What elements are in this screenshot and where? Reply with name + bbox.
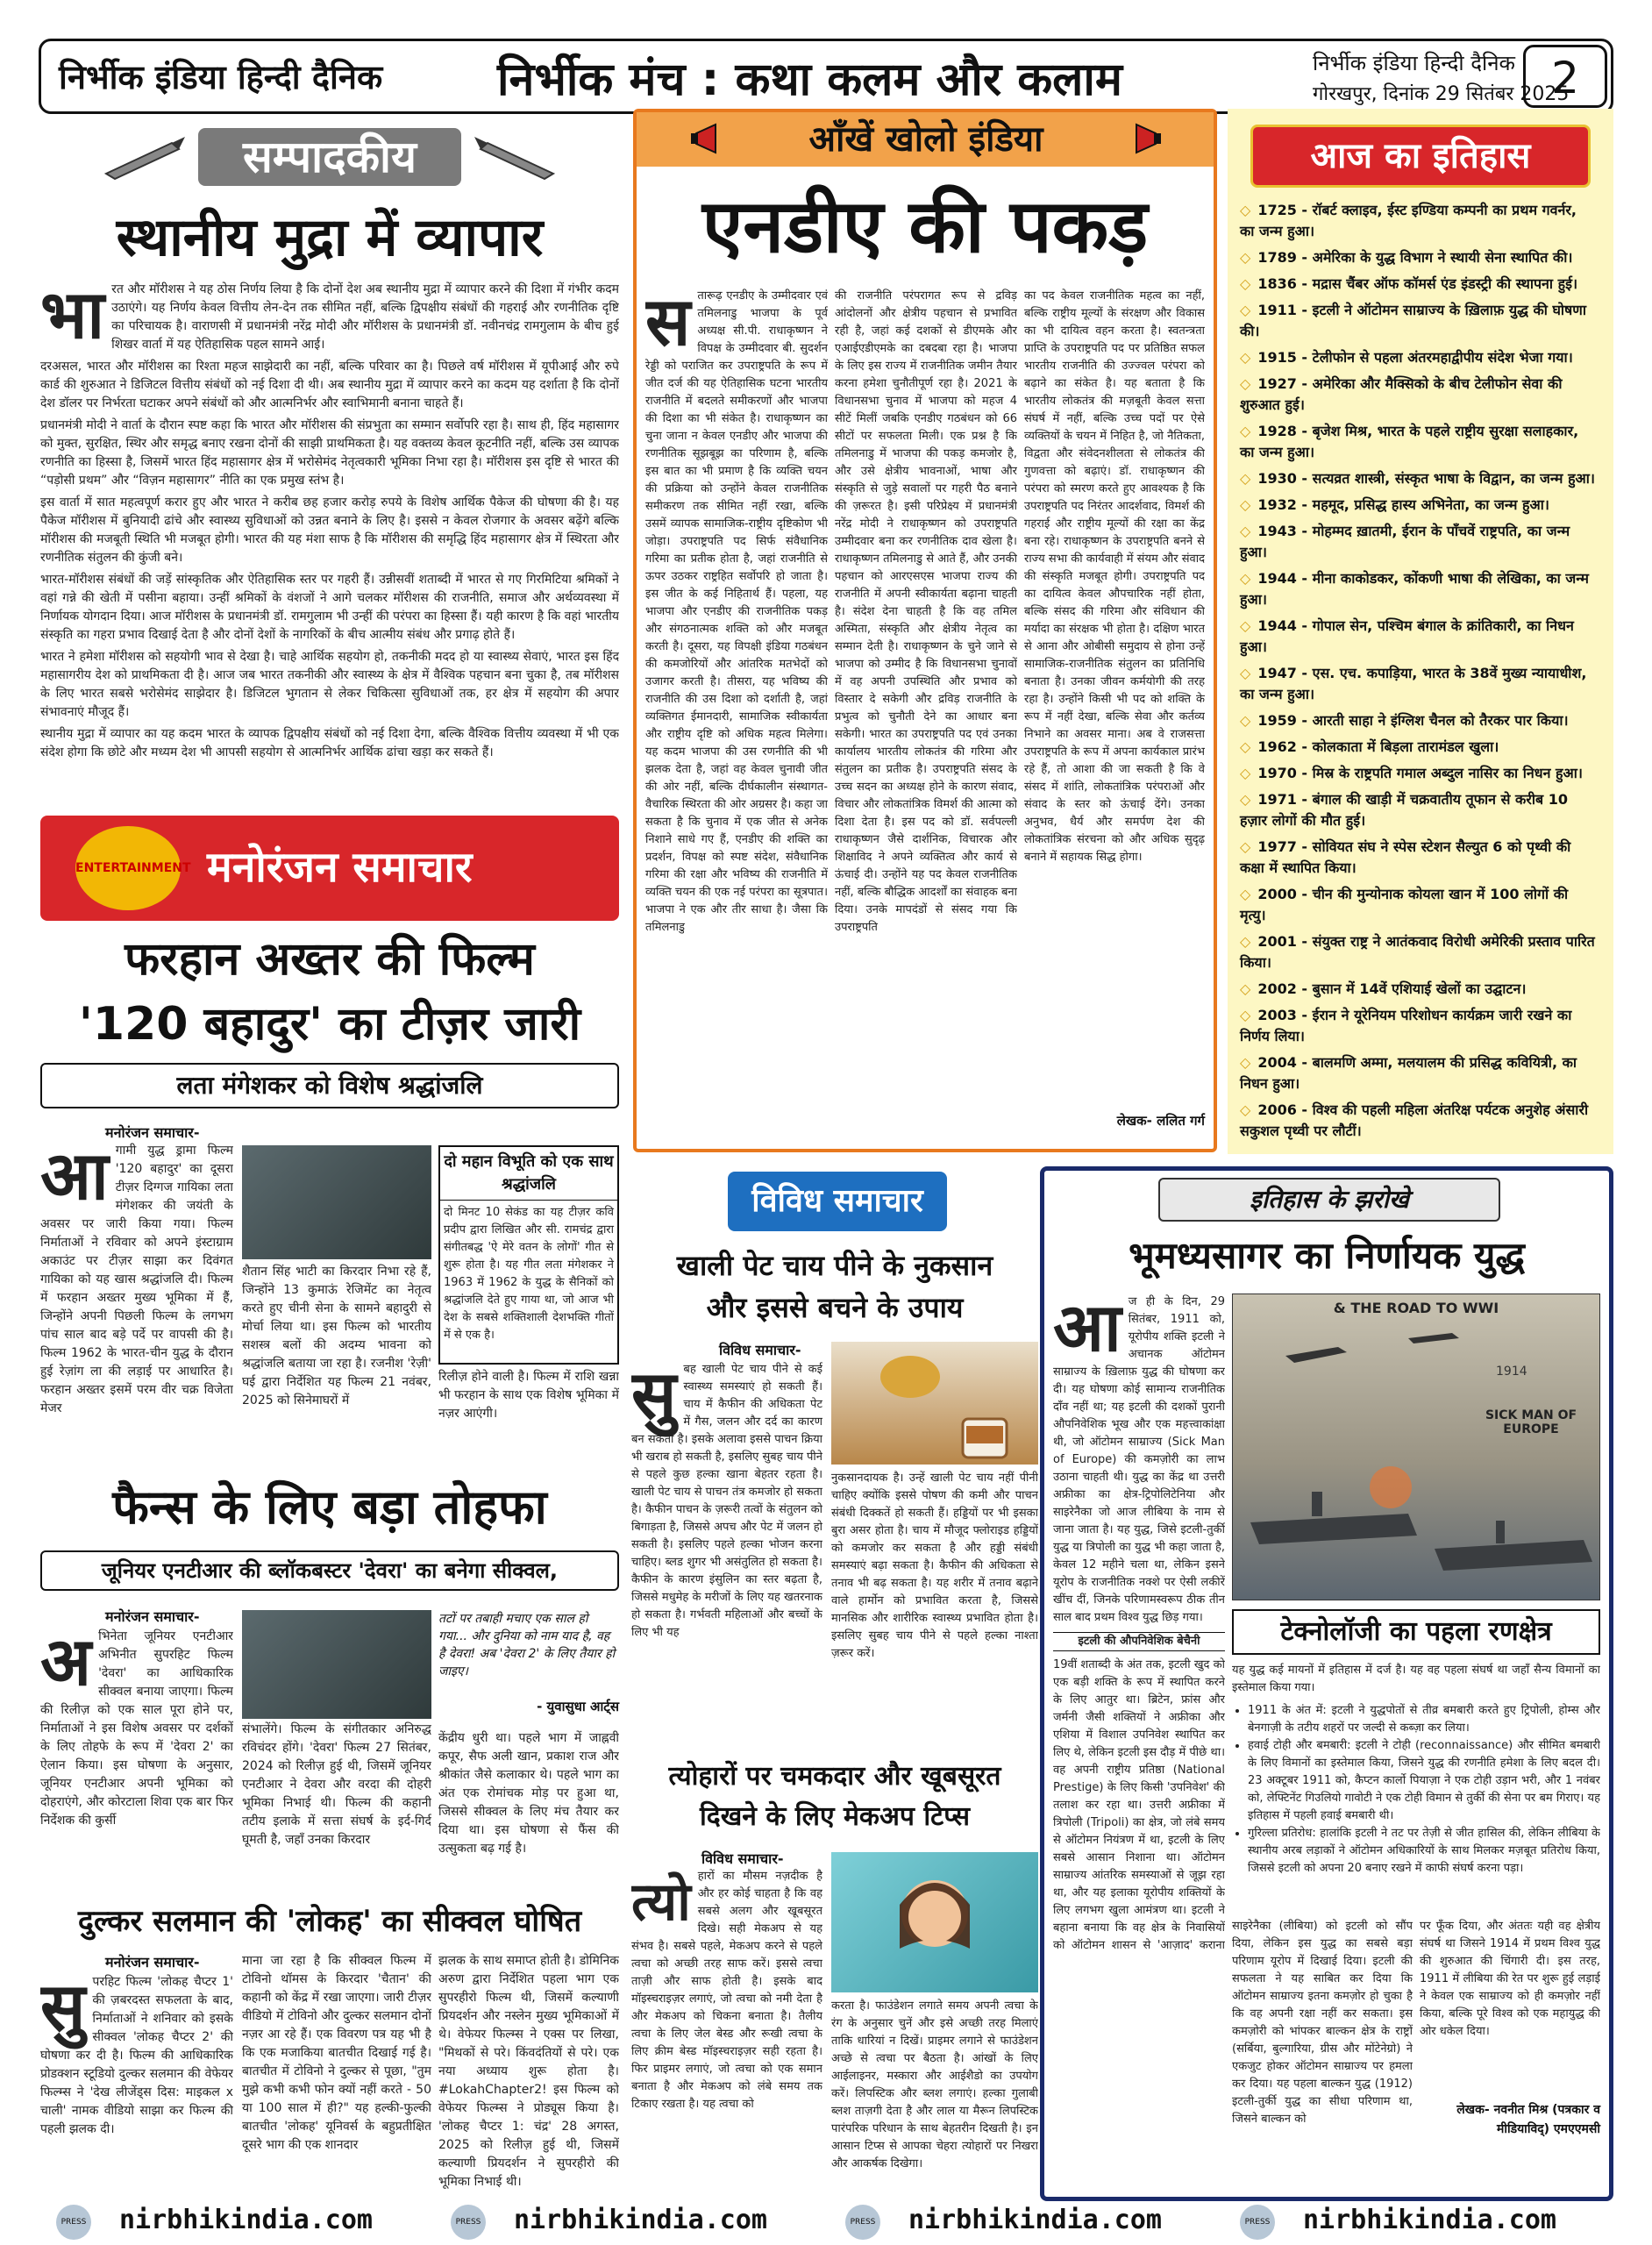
story-text: बह खाली पेट चाय पीने से कई स्वास्थ्य समस्याएं हो सकती हैं। चाय में कैफीन की अधिकता पेट में गैस, जलन और दर्द का कारण बन सकती है। इसके अलावा इससे पाचन क्रिया भी खराब हो सकती है, इसलिए सुबह चाय पीने से पहले कुछ हल्का खाना बेहतर रहता है। खाली पेट चाय से पाचन तंत्र कमजोर हो सकता है। कैफीन पाचन के ज़रूरी तत्वों के संतुलन को बिगाड़ता है, जिससे अपच और पेट में जलन हो सकती है। इसलिए पहले हल्का भोजन करना चाहिए। ब्लड शुगर भी असंतुलित हो सकता है। कैफीन के कारण इंसुलिन का स्तर बढ़ता है, जिससे मधुमेह के मरीजों के लिए यह खतरनाक हो सकता है। गर्भवती महिलाओं और बच्चों के लिए भी यह — [631, 1363, 822, 1639]
itihas-jharokhe-banner — [1158, 1178, 1500, 1222]
story-subhead-box — [40, 1063, 619, 1108]
story-dropcap: स — [645, 288, 691, 360]
story-byline: विविध समाचार- — [719, 1342, 801, 1358]
history-list — [1228, 200, 1596, 1147]
history-item: ◇ 1944 - गोपाल सेन, पश्चिम बंगाल के क्रांतिकारी, का निधन हुआ। — [1240, 617, 1574, 655]
quote-author: - युवासुधा आर्ट्स — [537, 1699, 619, 1714]
masthead — [39, 39, 1613, 114]
tribute-box-tail: रिलीज़ होने वाली है। फिल्म में राशि खन्ना भी फरहान के साथ एक विशेष भूमिका में नज़र आएंगी। — [438, 1370, 619, 1421]
pen-hand-icon — [102, 130, 189, 182]
diamond-icon: ◇ — [1240, 470, 1251, 487]
story-text-continued: करता है। फाउंडेशन लगाते समय अपनी त्वचा के रंग के अनुसार चुनें और इसे अच्छी तरह मिलाएं ताकि धारियां न दिखें। प्राइमर लगाने से फाउंडेशन अच्छे से त्वचा पर बैठता है। आंखों के लिए आईलाइनर, मस्कारा और आईशैडो का उपयोग करें। लिपस्टिक और ब्लश लगाएं। हल्का गुलाबी ब्लश ताज़गी देता है और लाल या मैरून लिपस्टिक पारंपरिक परिधान के साथ बेहतरीन दिखती है। इन आसान टिप्स से आपका चेहरा त्योहारों पर निखरा और आकर्षक दिखेगा। — [831, 1999, 1038, 2170]
aaj-ka-itihas-title: आज का इतिहास — [1310, 136, 1531, 176]
story-text-continued: माना जा रहा है कि सीक्वल फिल्म में टोविनो थॉमस के किरदार 'चैतान' की कहानी को केंद्र में रखा जाएगा। जारी टीज़र वीडियो में टोविनो और दुल्कर सलमान दोनों नज़र आ रहे हैं। एक विवरण पत्र यह भी है कि एक मजाकिया बातचीत दिखाई गई है। बातचीत में टोविनो ने दुल्कर से पूछा, "तुम मुझे कभी कभी फोन क्यों नहीं करते - 50 या 100 साल में ही?" यह हल्की-फुल्की बातचीत 'लोकह' यूनिवर्स के बहुप्रतीक्षित दूसरे भाग की एक शानदार — [242, 1954, 431, 2152]
history-item: ◇ 1915 - टेलीफोन से पहला अंतरमहाद्वीपीय संदेश भेजा गया। — [1240, 349, 1573, 366]
footer-item — [433, 2203, 819, 2241]
history-item: ◇ 1971 - बंगाल की खाड़ी में चक्रवातीय तूफान से करीब 10 हज़ार लोगों की मौत हुई। — [1240, 791, 1568, 829]
press-logo-icon: PRESS — [845, 2205, 880, 2240]
history-item: ◇ 1911 - इटली ने ऑटोमन साम्राज्य के ख़िलाफ़ युद्ध की घोषणा की। — [1240, 302, 1587, 339]
vividh-banner: विविध समाचार — [728, 1172, 947, 1231]
itihas-jharokhe-section — [1040, 1166, 1613, 2201]
ankhen-kholo-section — [633, 109, 1217, 1152]
megaphone-icon — [689, 119, 742, 158]
diamond-icon: ◇ — [1240, 933, 1251, 950]
tech-bullet: • 1911 के अंत में: इटली ने युद्धपोतों से तीव्र बमबारी करते हुए ट्रिपोली, होम्स और बेनगाज़ी के तटीय शहरों पर जल्दी से कब्ज़ा कर लिया। — [1248, 1702, 1600, 1737]
history-item: ◇ 2006 - विश्व की पहली महिला अंतरिक्ष पर्यटक अनुशेह अंसारी सकुशल पृथ्वी पर लौटीं। — [1240, 1101, 1589, 1139]
story-headline: त्योहारों पर चमकदार और खूबसूरत — [668, 1761, 1001, 1792]
diamond-icon: ◇ — [1240, 423, 1251, 439]
story-dropcap: आ — [1053, 1294, 1122, 1366]
diamond-icon: ◇ — [1240, 302, 1251, 318]
story-body — [40, 1142, 233, 1466]
editorial-body — [40, 281, 619, 807]
quote-box — [438, 1610, 619, 1724]
tech-intro: यह युद्ध कई मायनों में इतिहास में दर्ज है। यह वह पहला संघर्ष था जहाँ सैन्य विमानों का इस्तेमाल किया गया। — [1232, 1664, 1600, 1694]
history-item: ◇ 2003 - ईरान ने यूरेनियम परिशोधन कार्यक्रम जारी रखने का निर्णय लिया। — [1240, 1007, 1572, 1044]
footer-website-link[interactable]: nirbhikindia.com — [908, 2205, 1162, 2235]
story-text-continued: झलक के साथ समाप्त होती है। डोमिनिक अरुण द्वारा निर्देशित पहला भाग एक सुपरहीरो फिल्म थी, जिसमें कल्याणी प्रियदर्शन और नस्लेन मुख्य भूमिकाओं में थे। वेफेयर फिल्म्स ने एक्स पर लिखा, "मिथकों से परे। किंवदंतियों से परे। एक नया अध्याय शुरू होता है। #LokahChapter2! इस फिल्म को वेफेयर फिल्म्स ने प्रोड्यूस किया है। 'लोकह चैप्टर 1: चंद्र' 28 अगस्त, 2025 को रिलीज़ हुई थी, जिसमें कल्याणी प्रियदर्शन ने सुपरहीरो की भूमिका निभाई थी। — [438, 1954, 619, 2189]
tech-bullets — [1232, 1702, 1600, 1913]
jharokhe-subsection: इटली की औपनिवेशिक बेचैनी — [1053, 1632, 1225, 1651]
story-headline: खाली पेट चाय पीने के नुकसान — [676, 1249, 993, 1282]
story-headline: फैन्स के लिए बड़ा तोहफा — [112, 1479, 547, 1535]
teapot-icon — [831, 1342, 1038, 1465]
editorial-banner — [102, 123, 558, 193]
story-text: ज ही के दिन, 29 सितंबर, 1911 को, यूरोपीय शक्ति इटली ने अचानक ऑटोमन साम्राज्य के ख़िलाफ़ युद्ध की घोषणा कर दी। यह घोषणा कोई सामान्य राजनीतिक दाँव नहीं था; यह इटली की दशकों पुरानी औपनिवेशिक भूख और एक महत्त्वाकांक्षा थी, जो ऑटोमन साम्राज्य (Sick Man of Europe) की कमज़ोरी का लाभ उठाना चाहती थी। युद्ध का केंद्र था उत्तरी अफ्रीका का क्षेत्र-ट्रिपोलिटेनिया और साइरेनैका जो आज लीबिया के नाम से जाना जाता है। यह युद्ध, जिसे इटली-तुर्की युद्ध या त्रिपोली का युद्ध भी कहा जाता है, केवल 12 महीने चला था, लेकिन इसने यूरोप के राजनीतिक नक्शे पर ऐसी लकीरें खींच दीं, जिनके परिणामस्वरूप ठीक तीन साल बाद प्रथम विश्व युद्ध छिड़ गया। — [1053, 1295, 1225, 1624]
editorial-section-title: सम्पादकीय — [198, 128, 461, 186]
editorial-paragraph: भारत-मॉरीशस संबंधों की जड़ें सांस्कृतिक और ऐतिहासिक स्तर पर गहरी हैं। उन्नीसवीं शताब्दी में भारत से गए गिरमिटिया श्रमिकों ने वहां गन्ने की खेती में पसीना बहाया। उन्हीं श्रमिकों के वंशजों ने आगे चलकर मॉरीशस की राजनीति, समाज और अर्थव्यवस्था में निर्णायक योगदान दिया। आज मॉरीशस के प्रधानमंत्री डॉ. रामगुलाम भी उन्हीं की परंपरा का हिस्सा हैं। यही कारण है कि वहां भारतीय संस्कृति का गहरा प्रभाव दिखाई देता है और दोनों देशों के नागरिकों के बीच आत्मीय संबंध और प्रगाढ़ होते हैं। — [40, 573, 619, 642]
diamond-icon: ◇ — [1240, 1007, 1251, 1023]
footer — [39, 2203, 1613, 2241]
pen-hand-icon-right — [470, 130, 558, 182]
story-dropcap: आ — [40, 1142, 109, 1215]
battleship-illustration — [1232, 1294, 1600, 1600]
story-text: हारों का मौसम नज़दीक है और हर कोई चाहता है कि वह सबसे अलग और खूबसूरत दिखे। सही मेकअप से यह संभव है। सबसे पहले, मेकअप करने से पहले त्वचा को अच्छी तरह साफ करें। इससे त्वचा ताज़ी और साफ होती है। इसके बाद मॉइस्चराइज़र लगाएं, जो त्वचा को नमी देता है और मेकअप को चिकना बनाता है। तैलीय त्वचा के लिए जेल बेस्ड और रूखी त्वचा के लिए क्रीम बेस्ड मॉइस्चराइज़र सही रहता है। फिर प्राइमर लगाएं, जो त्वचा को एक समान बनाता है और मेकअप को लंबे समय तक टिकाए रखता है। यह त्वचा को — [631, 1870, 822, 2111]
footer-item — [828, 2203, 1214, 2241]
history-item: ◇ 2002 - बुसान में 14वें एशियाई खेलों का उद्घाटन। — [1240, 980, 1527, 997]
history-item: ◇ 2001 - संयुक्त राष्ट्र ने आतंकवाद विरोधी अमेरिकी प्रस्ताव पारित किया। — [1240, 933, 1595, 971]
history-item: ◇ 1725 - रॉबर्ट क्लाइव, ईस्ट इण्डिया कम्पनी का प्रथम गवर्नर, का जन्म हुआ। — [1240, 202, 1577, 239]
history-item: ◇ 1930 - सत्यव्रत शास्त्री, संस्कृत भाषा के विद्वान, का जन्म हुआ। — [1240, 470, 1595, 487]
diamond-icon: ◇ — [1240, 375, 1251, 392]
ankhen-kholo-col3: का पद केवल राजनीतिक महत्व का नहीं, बल्कि राष्ट्रीय मूल्यों के संरक्षण और विकास का भी दायित्व वहन करता है। स्वतन्त्रता प्राप्ति के उपराष्ट्रपति पद पर प्रतिष्ठित सफल भारतीय राजनीति की उज्ज्वल परंपरा को बढ़ाने का संकेत है। यह बताता है कि भारतीय लोकतंत्र की मज़बूती केवल सत्ता संघर्ष में नहीं, बल्कि उच्च पदों पर ऐसे व्यक्तियों के चयन में निहित है, जो नैतिकता, विद्वता और संवेदनशीलता से लोकतंत्र की गुणवत्ता को बढ़ाएं। डॉ. राधाकृष्णन की परंपरा को स्मरण करते हुए आवश्यक है कि उपराष्ट्रपति पद निरंतर आदर्शवाद, विमर्श की गहराई और राष्ट्रीय मूल्यों की रक्षा का केंद्र बना रहे। राधाकृष्णन के उपराष्ट्रपति बनने से राज्य सभा की कार्यवाही में संयम और संवाद की संस्कृति मजबूत होगी। उपराष्ट्रपति पद का दायित्व केवल औपचारिक नहीं होता, बल्कि संसद की गरिमा और संविधान की मर्यादा का संरक्षक भी होता है। दक्षिण भारत से आना और ओबीसी समुदाय से होना उन्हें सामाजिक-राजनीतिक संतुलन का प्रतिनिधि बनाता है। उनका जीवन कर्मयोगी की तरह रहा है। उन्होंने किसी भी पद को शक्ति के रूप में नहीं देखा, बल्कि सेवा और कर्तव्य निभाने का अवसर माना। अब वे राजसत्ता उपराष्ट्रपति के रूप में अपना कार्यकाल प्रारंभ रहे हैं, तो आशा की जा सकती है कि वे संसद में शांति, लोकतांत्रिक परंपराओं और संवाद के स्तर को ऊंचाई देंगे। उनका अनुभव, धैर्य और समर्पण देश की लोकतांत्रिक संरचना को और अधिक सुदृढ़ बनाने में सहायक सिद्ध होगा। — [1024, 289, 1205, 864]
diamond-icon: ◇ — [1240, 886, 1251, 902]
history-item: ◇ 1836 - मद्रास चैंबर ऑफ कॉमर्स एंड इंडस्ट्री की स्थापना हुई। — [1240, 275, 1578, 292]
story-byline: विविध समाचार- — [701, 1850, 784, 1867]
itihas-jharokhe-title: इतिहास के झरोखे — [1250, 1185, 1409, 1214]
history-item: ◇ 2004 - बालमणि अम्मा, मलयालम की प्रसिद्ध कवियित्री, का निधन हुआ। — [1240, 1054, 1577, 1092]
press-logo-icon: PRESS — [1240, 2205, 1275, 2240]
masthead-left-title: निर्भीक इंडिया हिन्दी दैनिक — [59, 58, 383, 96]
history-item: ◇ 1932 - महमूद, प्रसिद्ध हास्य अभिनेता, का जन्म हुआ। — [1240, 496, 1549, 513]
history-item: ◇ 2000 - चीन की मुन्योनाक कोयला खान में 100 लोगों की मृत्यु। — [1240, 886, 1569, 923]
history-item: ◇ 1959 - आरती साहा ने इंग्लिश चैनल को तैरकर पार किया। — [1240, 712, 1569, 729]
history-item: ◇ 1943 - मोहम्मद ख़ातमी, ईरान के पाँचवें राष्ट्रपति, का जन्म हुआ। — [1240, 523, 1570, 560]
story-dropcap: त्यो — [631, 1871, 691, 1933]
illustration-label: SICK MAN OF EUROPE — [1485, 1408, 1577, 1436]
editorial-paragraph: दरअसल, भारत और मॉरीशस का रिश्ता महज साझेदारी का नहीं, बल्कि परिवार का है। पिछले वर्ष मॉरीशस में यूपीआई और रुपे कार्ड की शुरुआत ने डिजिटल वित्तीय संबंधों को नई दिशा दी थी। अब स्थानीय मुद्रा में व्यापार करने का कदम यह दर्शाता है कि दोनों देश डॉलर पर निर्भरता घटाकर अपने संबंधों को और आत्मनिर्भर और स्वाभिमानी बनाना चाहते हैं। — [40, 360, 619, 410]
editorial-paragraph: रत और मॉरीशस ने यह ठोस निर्णय लिया है कि दोनों देश अब स्थानीय मुद्रा में व्यापार करने की दिशा में गंभीर कदम उठाएंगे। यह निर्णय केवल वित्तीय लेन-देन तक सीमित नहीं, बल्कि द्विपक्षीय संबंधों की गहराई और रणनीतिक दृष्टि का परिचायक है। वाराणसी में प्रधानमंत्री नरेंद्र मोदी और मॉरीशस के प्रधानमंत्री डॉ. नवीनचंद्र रामगुलाम के बीच हुई शिखर वार्ता में यह ऐतिहासिक पहल सामने आई। — [111, 282, 619, 352]
story-headline: दुल्कर सलमान की 'लोकह' का सीक्वल घोषित — [77, 1904, 582, 1939]
story-byline: मनोरंजन समाचार- — [105, 1954, 200, 1971]
press-logo-icon: PRESS — [56, 2205, 91, 2240]
warships-icon — [1233, 1294, 1601, 1601]
story-dropcap: सु — [631, 1361, 677, 1434]
footer-website-link[interactable]: nirbhikindia.com — [1303, 2205, 1556, 2235]
editorial-dropcap: भा — [40, 281, 105, 353]
diamond-icon: ◇ — [1240, 349, 1251, 366]
history-item: ◇ 1947 - एस. एच. कपाड़िया, भारत के 38वें मुख्य न्यायाधीश, का जन्म हुआ। — [1240, 665, 1587, 702]
devara-photo — [242, 1610, 431, 1719]
tribute-box-title: दो महान विभूति को एक साथ श्रद्धांजलि — [440, 1147, 617, 1201]
diamond-icon: ◇ — [1240, 838, 1251, 855]
tech-bullet: • हवाई टोही और बमबारी: इटली ने टोही (reconnaissance) और सीमित बमबारी के लिए विमानों का इस्तेमाल किया, जिसने युद्ध की रणनीति हमेशा के लिए बदल दी। 23 अक्टूबर 1911 को, कैप्टन कार्लो पियाज़ा ने एक टोही उड़ान भरी, और 1 नवंबर को, लेफ्टिनेंट गिउलियो गावोटी ने एक टोही विमान से तुर्की की सेना पर बम गिराए। यह इतिहास में पहली हवाई बमबारी थी। — [1248, 1737, 1600, 1825]
footer-website-link[interactable]: nirbhikindia.com — [514, 2205, 767, 2235]
story-subhead: लता मंगेशकर को विशेष श्रद्धांजलि — [176, 1071, 483, 1100]
ankhen-kholo-author: लेखक- ललित गर्ग — [1116, 1113, 1205, 1129]
jharokhe-author: लेखक- नवनीत मिश्र (पत्रकार व मीडियाविद्) एमएएमसी — [1456, 2103, 1600, 2136]
footer-item — [1222, 2203, 1608, 2241]
history-item: ◇ 1928 - बृजेश मिश्र, भारत के पहले राष्ट्रीय सुरक्षा सलाहकार, का जन्म हुआ। — [1240, 423, 1579, 460]
jharokhe-body — [1053, 1294, 1225, 1951]
diamond-icon: ◇ — [1240, 249, 1251, 266]
story-text-continued: नुकसानदायक है। उन्हें खाली पेट चाय नहीं पीनी चाहिए क्योंकि इससे पोषण की कमी और पाचन संबंधी दिक्कतें हो सकती हैं। हड्डियों पर भी इसका बुरा असर होता है। चाय में मौजूद फ्लोराइड हड्डियों को कमजोर कर सकता है और हड्डी संबंधी समस्याएं बढ़ा सकता है। कैफीन की अधिकता से तनाव भी बढ़ सकता है। यह शरीर में तनाव बढ़ाने वाले हार्मोन को प्रभावित करता है, जिससे मानसिक और शारीरिक स्वास्थ्य प्रभावित होता है। इसलिए सुबह चाय पीने से पहले हल्का नाश्ता ज़रूर करें। — [831, 1472, 1038, 1660]
jharokhe-bottom-col1 — [1232, 1918, 1413, 2181]
jharokhe-bottom-col2: पर फूँक दिया, और अंततः यही वह क्षेत्रीय संघर्ष था जिसने 1914 में प्रथम विश्व युद्ध की शुरुआत की चिंगारी दी। इस तरह, 1911 में लीबिया की रेत पर शुरू हुई लड़ाई ने केवल एक साम्राज्य को ही कमज़ोर नहीं किया, बल्कि पूरे विश्व को एक महायुद्ध की ओर धकेल दिया। — [1420, 1920, 1600, 2038]
story-byline: मनोरंजन समाचार- — [105, 1608, 200, 1625]
story-headline: और इससे बचने के उपाय — [706, 1291, 964, 1324]
tribute-box-text: दो मिनट 10 सेकंड का यह टीज़र कवि प्रदीप द्वारा लिखित और सी. रामचंद्र द्वारा संगीतबद्ध 'ऐ मेरे वतन के लोगों' गीत से शुरू होता है। यह गीत लता मंगेशकर ने 1963 में 1962 के युद्ध के सैनिकों को श्रद्धांजलि देते हुए गाया था, जो आज भी देश के सबसे शक्तिशाली देशभक्ति गीतों में से एक है। — [444, 1206, 614, 1342]
history-item: ◇ 1789 - अमेरिका के युद्ध विभाग ने स्थायी सेना स्थापित की। — [1240, 249, 1573, 266]
ankhen-kholo-title: आँखें खोलो इंडिया — [808, 119, 1043, 160]
aaj-ka-itihas-section — [1228, 109, 1613, 1154]
masthead-date: गोरखपुर, दिनांक 29 सितंबर 2025 — [1313, 83, 1570, 105]
editorial-paragraph: इस वार्ता में सात महत्वपूर्ण करार हुए और भारत ने करीब छह हजार करोड़ रुपये के विशेष आर्थिक पैकेज की घोषणा की है। यह पैकेज मॉरीशस में बुनियादी ढांचे और स्वास्थ्य सुविधाओं को उन्नत बनाने के लिए है। इससे न केवल रोजगार के अवसर बढ़ेंगे बल्कि मॉरीशस की मजबूती स्थिति भी मजबूत होगी। भारत की यह मंशा साफ है कि मॉरीशस की समृद्धि हिंद महासागर क्षेत्र में स्थिरता और रणनीतिक संतुलन की कुंजी बने। — [40, 495, 619, 565]
diamond-icon: ◇ — [1240, 496, 1251, 513]
masthead-center-title: निर्भीक मंच : कथा कलम और कलाम — [497, 53, 1122, 106]
editorial-paragraph: प्रधानमंत्री मोदी ने वार्ता के दौरान स्पष्ट कहा कि भारत और मॉरीशस की संप्रभुता का सम्मान सर्वोपरि रहा है। साथ ही, हिंद महासागर को मुक्त, सुरक्षित, स्थिर और समृद्ध बनाए रखना दोनों की साझी प्राथमिकता है। यह वक्तव्य केवल कूटनीति नहीं, बल्कि उस व्यापक रणनीति का हिस्सा है, जिसमें भारत हिंद महासागर क्षेत्र में भरोसेमंद नेतृत्वकारी भूमिका निभा रहा है। मॉरीशस इस दृष्टि से भारत की “पड़ोसी प्रथम” और “विज़न महासागर” नीति का एक प्रमुख स्तंभ है। — [40, 418, 619, 488]
story-subhead: जूनियर एनटीआर की ब्लॉकबस्टर 'देवरा' का बनेगा सीक्वल, — [101, 1558, 559, 1583]
page-number: 2 — [1523, 45, 1607, 108]
aaj-ka-itihas-banner — [1250, 125, 1591, 188]
story-headline: फरहान अख्तर की फिल्म — [125, 933, 535, 986]
story-text: भिनेता जूनियर एनटीआर अभिनीत सुपरहिट फिल्म 'देवरा' का आधिकारिक सीक्वल बनाया जाएगा। फिल्म की रिलीज़ को एक साल पूरा होने पर, निर्माताओं ने इस विशेष अवसर पर दर्शकों के लिए तोहफे के रूप में 'देवरा 2' का ऐलान किया। इस घोषणा के अनुसार, जूनियर एनटीआर अपनी भूमिका को दोहराएंगे, और कोरटाला शिवा एक बार फिर निर्देशक की कुर्सी — [40, 1629, 233, 1828]
story-text: यह पहला बाल्कन युद्ध (1912) इटली-तुर्की युद्ध का सीधा परिणाम था, जिसने बाल्कन को — [1232, 2078, 1413, 2126]
tech-headline-box — [1232, 1609, 1600, 1655]
tech-bullet: • गुरिल्ला प्रतिरोध: हालांकि इटली ने तट पर तेज़ी से जीत हासिल की, लेकिन लीबिया के स्थानीय अरब लड़ाकों ने ऑटोमन अधिकारियों के साथ मिलकर मज़बूत प्रतिरोध किया, जिससे इटली को अपना 20 बनाए रखने में काफी संघर्ष करना पड़ा। — [1248, 1825, 1600, 1878]
footer-website-link[interactable]: nirbhikindia.com — [119, 2205, 373, 2235]
story-byline: मनोरंजन समाचार- — [105, 1124, 200, 1141]
quote-text: तटों पर तबाही मचाए एक साल हो गया... और दुनिया को नाम याद है, वह है देवरा! अब 'देवरा 2' के लिए तैयार हो जाइए। — [438, 1612, 616, 1678]
entertainment-badge-icon: ENTERTAINMENT — [75, 826, 181, 910]
diamond-icon: ◇ — [1240, 1054, 1251, 1071]
story-body — [631, 1361, 822, 1747]
editorial-paragraph: स्थानीय मुद्रा में व्यापार का यह कदम भारत के व्यापक द्विपक्षीय संबंधों को नई दिशा देगा, बल्कि वैश्विक वित्तीय व्यवस्था में भी एक संदेश होगा कि छोटे और मध्यम देश भी आपसी सहयोग से आत्मनिर्भर आर्थिक ढांचा खड़ा कर सकते हैं। — [40, 727, 619, 759]
ankhen-kholo-headline: एनडीए की पकड़ — [701, 183, 1149, 269]
diamond-icon: ◇ — [1240, 791, 1251, 808]
ankhen-kholo-col2: की राजनीति परंपरागत रूप से द्रविड़ आंदोलनों और क्षेत्रीय पहचान से प्रभावित रही है, जहां कई दशकों से डीएमके और एआईएडीएमके का दबदबा रहा है। भाजपा के लिए इस राज्य में राजनीतिक जमीन तैयार करना हमेशा चुनौतीपूर्ण रहा है। 2021 के विधानसभा चुनाव में भाजपा को महज 4 सीटें मिलीं जबकि एनडीए गठबंधन को 66 सीटों पर सफलता मिली। एक प्रश्न है कि तमिलनाडु में भाजपा की पकड़ कमजोर है, और उसे क्षेत्रीय भावनाओं, भाषा और संस्कृति से जुड़े सवालों पर गहरी पैठ बनाने की ज़रूरत है। इसी परिप्रेक्ष्य में प्रधानमंत्री नरेंद्र मोदी ने राधाकृष्णन को उपराष्ट्रपति उम्मीदवार बना कर रणनीतिक दाव खेला है। राधाकृष्णन तमिलनाडु से आते हैं, और उनकी पहचान को आरएसएस भाजपा राज्य की राजनीति में अपनी स्वीकार्यता बढ़ाना चाहती है। संदेश देना चाहती है कि वह तमिल अस्मिता, संस्कृति और क्षेत्रीय नेतृत्व का सम्मान देती है। राधाकृष्णन के चुने जाने से भाजपा को उम्मीद है कि विधानसभा चुनावों में वह अपनी उपस्थिति और प्रभाव को विस्तार दे सकेगी और द्रविड़ राजनीति के प्रभुत्व को चुनौती देने का आधार बना सकेगी। भारत का उपराष्ट्रपति पद एवं उनका कार्यालय भारतीय लोकतंत्र की गरिमा और संतुलन का प्रतीक है। उपराष्ट्रपति संसद के उच्च सदन का अध्यक्ष होने के कारण संवाद, विचार और लोकतांत्रिक विमर्श की आत्मा को दिशा देता है। इस पद को डॉ. सर्वपल्ली राधाकृष्णन जैसे दार्शनिक, विचारक और शिक्षाविद ने अपने व्यक्तित्व और कार्य से ऊंचाई दी। उन्होंने यह पद केवल राजनीतिक नहीं, बल्कि बौद्धिक आदर्शों का संवाहक बना दिया। उनके मापदंडों से संसद गया कि उपराष्ट्रपति — [835, 289, 1017, 934]
megaphone-icon-right — [1110, 119, 1163, 158]
editorial-headline: स्थानीय मुद्रा में व्यापार — [116, 207, 544, 268]
story-text: साइरेनैका (लीबिया) को इटली को सौंप दिया, लेकिन इस युद्ध का सबसे बड़ा परिणाम यूरोप में दिखाई दिया। इटली की सफलता ने यह साबित कर दिया कि ऑटोमन साम्राज्य इतना कमज़ोर हो चुका है कि वह अपनी रक्षा नहीं कर सकता। इस कमज़ोरी को भांपकर बाल्कन क्षेत्र के राष्ट्रों (सर्बिया, बुल्गारिया, ग्रीस और मोंटेनेग्रो) ने एकजुट होकर ऑटोमन साम्राज्य पर हमला कर दिया। — [1232, 1920, 1413, 2091]
tech-headline: टेक्नोलॉजी का पहला रणक्षेत्र — [1280, 1616, 1552, 1647]
story-body — [631, 1868, 822, 2192]
story-body — [40, 1973, 233, 2192]
story-headline: दिखने के लिए मेकअप टिप्स — [700, 1801, 970, 1832]
story-dropcap: सु — [40, 1973, 86, 2046]
masthead-right-title: निर्भीक इंडिया हिन्दी दैनिक — [1313, 51, 1515, 75]
diamond-icon: ◇ — [1240, 738, 1251, 755]
history-item: ◇ 1962 - कोलकाता में बिड़ला तारामंडल खुला। — [1240, 738, 1499, 755]
war-film-photo — [242, 1145, 431, 1259]
diamond-icon: ◇ — [1240, 665, 1251, 681]
story-dropcap: अ — [40, 1628, 92, 1700]
history-item: ◇ 1927 - अमेरिका और मैक्सिको के बीच टेलीफोन सेवा की शुरुआत हुई। — [1240, 375, 1563, 413]
story-text: तारूढ़ एनडीए के उम्मीदवार एवं तमिलनाडु भाजपा के पूर्व अध्यक्ष सी.पी. राधाकृष्णन ने विपक्ष के उम्मीदवार बी. सुदर्शन रेड्डी को पराजित कर उपराष्ट्रपति के रूप में जीत दर्ज की यह ऐतिहासिक घटना भारतीय राजनीति में बदलते समीकरणों और भाजपा की दिशा का भी संकेत है। राधाकृष्णन का चुना जाना न केवल एनडीए और भाजपा की रणनीतिक सूझबूझ का परिणाम है, बल्कि इस बात का भी प्रमाण है कि व्यक्ति चयन की प्रक्रिया को उन्होंने केवल राजनीतिक समीकरण तक सीमित नहीं रखा, बल्कि उसमें व्यापक सामाजिक-राष्ट्रीय दृष्टिकोण भी जोड़ा। उपराष्ट्रपति पद सिर्फ संवैधानिक गरिमा का प्रतीक होता है, जहां राजनीति से ऊपर उठकर राष्ट्रहित सर्वोपरि हो जाता है। इस जीत के कई निहितार्थ हैं। पहला, यह भाजपा और एनडीए की राजनीतिक पकड़ और संगठनात्मक शक्ति को और मजबूत करती है। दूसरा, यह विपक्षी इंडिया गठबंधन की कमजोरियों और आंतरिक मतभेदों को उजागर करती है। तीसरा, यह भविष्य की राजनीति की उस दिशा को दर्शाती है, जहां व्यक्तिगत ईमानदारी, सामाजिक स्वीकार्यता और राष्ट्रीय दृष्टि को अधिक महत्व मिलेगा। यह कदम भाजपा की उस रणनीति की भी झलक देता है, जहां वह केवल चुनावी जीत की ओर नहीं, बल्कि दीर्घकालीन संस्थागत-वैचारिक स्थिरता की ओर अग्रसर है। कहा जा सकता है कि चुनाव में एक जीत से अनेक निशाने साधे गए हैं, एनडीए की शक्ति का प्रदर्शन, विपक्ष को स्पष्ट संदेश, संवैधानिक गरिमा की रक्षा और भविष्य की राजनीति में व्यक्ति चयन की एक नई परंपरा का सूत्रपात। भाजपा ने एक और तीर साधा है। जैसा कि तमिलनाडु — [645, 289, 828, 934]
story-body — [40, 1628, 233, 1891]
story-text: परहिट फिल्म 'लोकह चैप्टर 1' की ज़बरदस्त सफलता के बाद, निर्माताओं ने शनिवार को इसके सीक्वल 'लोकह चैप्टर 2' की घोषणा कर दी है। फिल्म की आधिकारिक प्रोडक्शन स्टूडियो दुल्कर सलमान की वेफेयर फिल्म्स ने 'देख लीजेंड्स दिस: माइकल x चाली' नामक वीडियो साझा कर फिल्म की पहली झलक दी। — [40, 1975, 233, 2136]
tea-pour-photo — [831, 1342, 1038, 1465]
press-logo-icon: PRESS — [451, 2205, 486, 2240]
diamond-icon: ◇ — [1240, 202, 1251, 218]
story-text: 19वीं शताब्दी के अंत तक, इटली खुद को एक बड़ी शक्ति के रूप में स्थापित करने के लिए आतुर था। ब्रिटेन, फ्रांस और जर्मनी जैसी शक्तियों ने अफ्रीका और एशिया में विशाल उपनिवेश स्थापित कर लिए थे, लेकिन इटली इस दौड़ में पीछे था। वह अपनी राष्ट्रीय प्रतिष्ठा (National Prestige) के लिए किसी 'उपनिवेश' की तलाश कर रहा था। उत्तरी अफ्रीका में त्रिपोली (Tripoli) का क्षेत्र, जो लंबे समय से ऑटोमन नियंत्रण में था, इटली के लिए सबसे आसान निशाना था। ऑटोमन साम्राज्य आंतरिक समस्याओं से जूझ रहा था, और यह इलाका यूरोपीय शक्तियों के लिए लगभग खुला आमंत्रण था। इटली ने बहाना बनाया कि वह क्षेत्र के निवासियों को ऑटोमन शासन से 'आज़ाद' कराना — [1053, 1658, 1225, 1951]
diamond-icon: ◇ — [1240, 275, 1251, 292]
history-item: ◇ 1977 - सोवियत संघ ने स्पेस स्टेशन सैल्युत 6 को पृथ्वी की कक्षा में स्थापित किया। — [1240, 838, 1571, 876]
story-text: गामी युद्ध ड्रामा फिल्म '120 बहादुर' का दूसरा टीज़र दिग्गज गायिका लता मंगेशकर की जयंती के अवसर पर जारी किया गया। फिल्म निर्माताओं ने रविवार को अपने इंस्टाग्राम अकाउंट पर टीज़र साझा कर दिवंगत गायिका को यह खास श्रद्धांजलि दी। फिल्म में फरहान अख्तर मुख्य भूमिका में हैं, जिन्होंने अपनी पिछली फिल्म के लगभग पांच साल बाद बड़े पर्दे पर वापसी की है। फिल्म 1962 के भारत-चीन युद्ध के दौरान हुई रेज़ांग ला की लड़ाई पर आधारित है। फरहान अख्तर इसमें परम वीर चक्र विजेता मेजर — [40, 1144, 233, 1415]
story-headline: '120 बहादुर' का टीज़र जारी — [78, 998, 581, 1051]
footer-item — [39, 2203, 424, 2241]
story-photo-caption: शैतान सिंह भाटी का किरदार निभा रहे हैं, जिन्होंने 13 कुमाऊं रेजिमेंट का नेतृत्व करते हुए चीनी सेना के सामने बहादुरी से मोर्चा लिया था। इस फिल्म को भारतीय सशस्त्र बलों की अदम्य भावना को श्रद्धांजलि बताया जा रहा है। रजनीश 'रेज़ी' घई द्वारा निर्देशित यह फिल्म 21 नवंबर, 2025 को सिनेमाघरों में — [242, 1265, 431, 1408]
illustration-year: 1914 — [1496, 1365, 1527, 1379]
story-text-continued: केंद्रीय धुरी था। पहले भाग में जाह्नवी कपूर, सैफ अली खान, प्रकाश राज और श्रीकांत जैसे कलाकार थे। पहले भाग का अंत एक रोमांचक मोड़ पर हुआ था, जिससे सीक्वल के लिए मंच तैयार कर दिया था। इस घोषणा से फैंस की उत्सुकता बढ़ गई है। — [438, 1731, 619, 1856]
diamond-icon: ◇ — [1240, 617, 1251, 634]
diamond-icon: ◇ — [1240, 523, 1251, 539]
woman-face-icon — [831, 1852, 1038, 1992]
makeup-woman-photo — [831, 1852, 1038, 1992]
ankhen-kholo-col1 — [645, 288, 828, 1130]
diamond-icon: ◇ — [1240, 1101, 1251, 1118]
tribute-box — [438, 1145, 619, 1365]
diamond-icon: ◇ — [1240, 712, 1251, 729]
editorial-paragraph: भारत ने हमेशा मॉरीशस को सहयोगी भाव से देखा है। चाहे आर्थिक सहयोग हो, तकनीकी मदद हो या स्वास्थ्य सेवाएं, भारत इस हिंद महासागरीय देश को प्राथमिकता दी है। आज जब भारत तकनीकी और स्वास्थ्य के क्षेत्र में वैश्विक पहचान बना चुका है, तब मॉरीशस के लिए भारत सबसे भरोसेमंद साझेदार है। डिजिटल भुगतान से लेकर चिकित्सा सुविधाओं तक, हर क्षेत्र में सहयोग की अपार संभावनाएं मौजूद हैं। — [40, 650, 619, 719]
illustration-caption: & THE ROAD TO WWI — [1333, 1300, 1499, 1316]
entertainment-section-title: मनोरंजन समाचार — [207, 843, 473, 892]
diamond-icon: ◇ — [1240, 570, 1251, 587]
history-item: ◇ 1970 - मिस्र के राष्ट्रपति गमाल अब्दुल नासिर का निधन हुआ। — [1240, 765, 1583, 781]
entertainment-banner — [40, 816, 619, 921]
story-subhead-box — [40, 1550, 619, 1591]
diamond-icon: ◇ — [1240, 980, 1251, 997]
editorial-section — [40, 123, 619, 807]
diamond-icon: ◇ — [1240, 765, 1251, 781]
ankhen-kholo-banner — [637, 112, 1214, 167]
jharokhe-headline: भूमध्यसागर का निर्णायक युद्ध — [1129, 1234, 1525, 1277]
story-photo-caption: संभालेंगे। फिल्म के संगीतकार अनिरुद्ध रविचंदर होंगे। 'देवरा' फिल्म 27 सितंबर, 2024 को रिलीज़ हुई थी, जिसमें जूनियर एनटीआर ने देवरा और वरदा की दोहरी भूमिका निभाई थी। फिल्म की कहानी तटीय इलाके में सत्ता संघर्ष के इर्द-गिर्द घूमती है, जहाँ उनका किरदार — [242, 1722, 431, 1847]
history-item: ◇ 1944 - मीना काकोडकर, कोंकणी भाषा की लेखिका, का जन्म हुआ। — [1240, 570, 1589, 608]
